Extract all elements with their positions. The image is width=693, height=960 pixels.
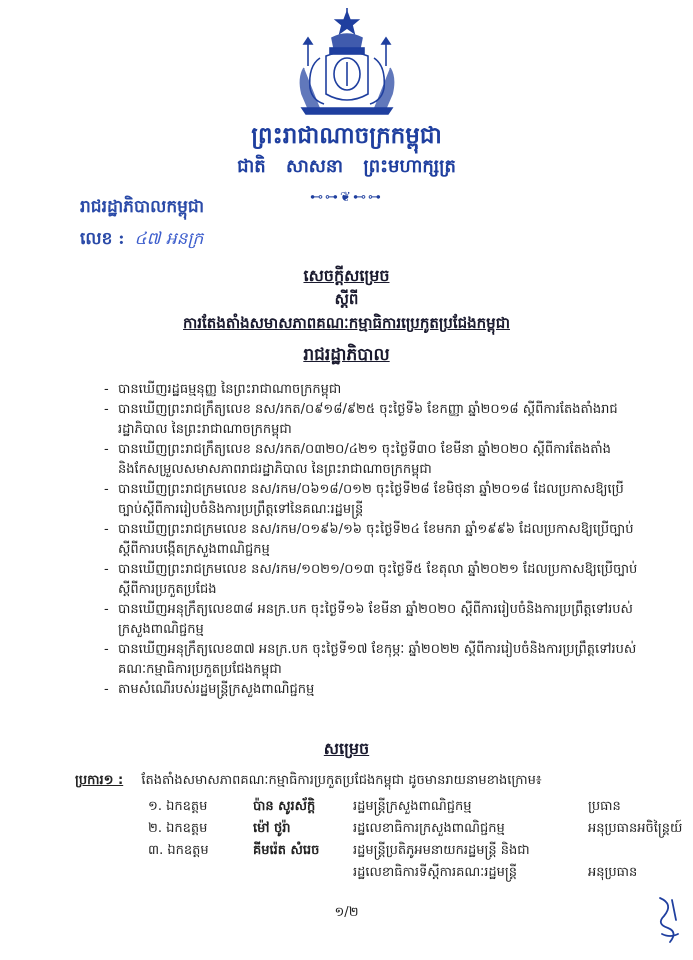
page-number: ១/២	[334, 905, 359, 920]
considerations-list	[104, 380, 644, 700]
kingdom-name: ព្រះរាជាណាចក្រកម្ពុជា	[251, 122, 442, 149]
appointee-position: រដ្ឋមន្ត្រីក្រសួងពាណិជ្ជកម្ម	[353, 799, 472, 814]
consideration-item: - បានឃើញព្រះរាជក្រមលេខ នស/រកម/១០២១/០១៣ ចុះថ្ងៃទី៥ ខែតុលា ឆ្នាំ២០២១ ដែលប្រកាសឱ្យប្រើច្បាប់ស្តីពីការប្រកួតប្រជែង	[104, 560, 644, 600]
issuer-name: រាជរដ្ឋាភិបាលកម្ពុជា	[80, 197, 205, 217]
appointees-list	[148, 798, 683, 886]
appointee-name: ម៉ៅ ថូរ៉ា	[253, 821, 291, 836]
appointee-number: ៣. ឯកឧត្តម	[148, 843, 209, 858]
appointee-row	[148, 864, 668, 886]
appointee-row	[148, 798, 668, 820]
decision-title: សេចក្តីសម្រេច	[303, 266, 390, 285]
consideration-item: - តាមសំណើរបស់រដ្ឋមន្ត្រីក្រសួងពាណិជ្ជកម្ម	[104, 680, 644, 700]
consideration-item: - បានឃើញអនុក្រឹត្យលេខ៣៧ អនក្រ.បក ចុះថ្ងៃទី១៧ ខែកុម្ភៈ ឆ្នាំ២០២២ ស្តីពីការរៀបចំនិងការប្រព្រឹត្តទៅរបស់គណៈកម្មាធិការប្រកួតប្រជែងកម្ពុជា	[104, 640, 644, 680]
appointee-row	[148, 820, 683, 842]
motto-religion: សាសនា	[285, 156, 344, 177]
reference-line	[80, 228, 203, 253]
appointee-row	[148, 842, 668, 864]
government-heading: រាជរដ្ឋាភិបាល	[303, 345, 390, 365]
reference-number: ៤៧ អនក្រ	[134, 229, 204, 249]
concerning-label: ស្តីពី	[334, 290, 359, 308]
decides-heading: សម្រេច	[323, 739, 370, 758]
appointee-position: រដ្ឋមន្ត្រីប្រតិភូអមនាយករដ្ឋមន្ត្រី និងជា	[353, 843, 530, 858]
motto-nation: ជាតិ	[237, 156, 266, 177]
appointee-position: រដ្ឋលេខាធិការក្រសួងពាណិជ្ជកម្ម	[353, 821, 505, 836]
consideration-item: - បានឃើញព្រះរាជក្រមលេខ នស/រកម/០១៩៦/១៦ ចុះថ្ងៃទី២៤ ខែមករា ឆ្នាំ១៩៩៦ ដែលប្រកាសឱ្យប្រើច្បាប់ស្តីពីការបង្កើតក្រសួងពាណិជ្ជកម្ម	[104, 520, 644, 560]
reference-label: លេខ :	[80, 229, 125, 249]
handwritten-initials-signature	[654, 890, 684, 950]
decorative-ornament: ⊷⊶❦⊷⊶	[310, 190, 383, 205]
article-1	[75, 772, 665, 791]
appointee-number: ២. ឯកឧត្តម	[148, 821, 208, 836]
royal-coat-of-arms-emblem	[290, 8, 404, 118]
appointee-role: ប្រធាន	[588, 799, 621, 814]
appointee-position: រដ្ឋលេខាធិការទីស្តីការគណៈរដ្ឋមន្ត្រី	[353, 865, 517, 880]
national-motto	[0, 154, 693, 181]
decision-subject: ការតែងតាំងសមាសភាពគណៈកម្មាធិការប្រេកូតប្រជែងកម្ពុជា	[183, 314, 510, 332]
consideration-item: - បានឃើញព្រះរាជក្រឹត្យលេខ នស/រកត/០៣២០/៤២១ ចុះថ្ងៃទី៣០ ខែមីនា ឆ្នាំ២០២០ ស្តីពីការតែងតាំងនិងកែសម្រួលសមាសភាពរាជរដ្ឋាភិបាល នៃព្រះរាជាណាចក្រកម្ពុជា	[104, 440, 644, 480]
appointee-name: គីមរ៉េត សំរេច	[253, 843, 320, 858]
motto-king: ព្រះមហាក្សត្រ	[363, 156, 456, 177]
appointee-name: ប៉ាន សូរស័ក្តិ	[253, 799, 316, 814]
consideration-item: - បានឃើញព្រះរាជក្រមលេខ នស/រកម/០៦១៨/០១២ ចុះថ្ងៃទី២៨ ខែមិថុនា ឆ្នាំ២០១៨ ដែលប្រកាសឱ្យប្រើច្បាប់ស្តីពីការរៀបចំនិងការប្រព្រឹត្តទៅនៃគណៈរដ្ឋមន្ត្រី	[104, 480, 644, 520]
appointee-role: អនុប្រធាន	[588, 865, 638, 880]
article-label: ប្រការ១ :	[75, 773, 124, 788]
consideration-item: - បានឃើញអនុក្រឹត្យលេខ៣៨ អនក្រ.បក ចុះថ្ងៃទី១៦ ខែមីនា ឆ្នាំ២០២០ ស្តីពីការរៀបចំនិងការប្រព្រឹត្តទៅរបស់ក្រសួងពាណិជ្ជកម្ម	[104, 600, 644, 640]
consideration-item: - បានឃើញរដ្ឋធម្មនុញ្ញ នៃព្រះរាជាណាចក្រកម្ពុជា	[104, 380, 644, 400]
article-text: តែងតាំងសមាសភាពគណៈកម្មាធិការប្រកួតប្រជែងកម្ពុជា ដូចមានរាយនាមខាងក្រោម៖	[141, 773, 542, 788]
appointee-number: ១. ឯកឧត្តម	[148, 799, 208, 814]
consideration-item: - បានឃើញព្រះរាជក្រឹត្យលេខ នស/រកត/០៩១៨/៩២៥ ចុះថ្ងៃទី៦ ខែកញ្ញា ឆ្នាំ២០១៨ ស្តីពីការតែងតាំងរាជរដ្ឋាភិបាល នៃព្រះរាជាណាចក្រកម្ពុជា	[104, 400, 644, 440]
appointee-role: អនុប្រធានអចិន្ត្រៃយ៍	[588, 821, 683, 836]
